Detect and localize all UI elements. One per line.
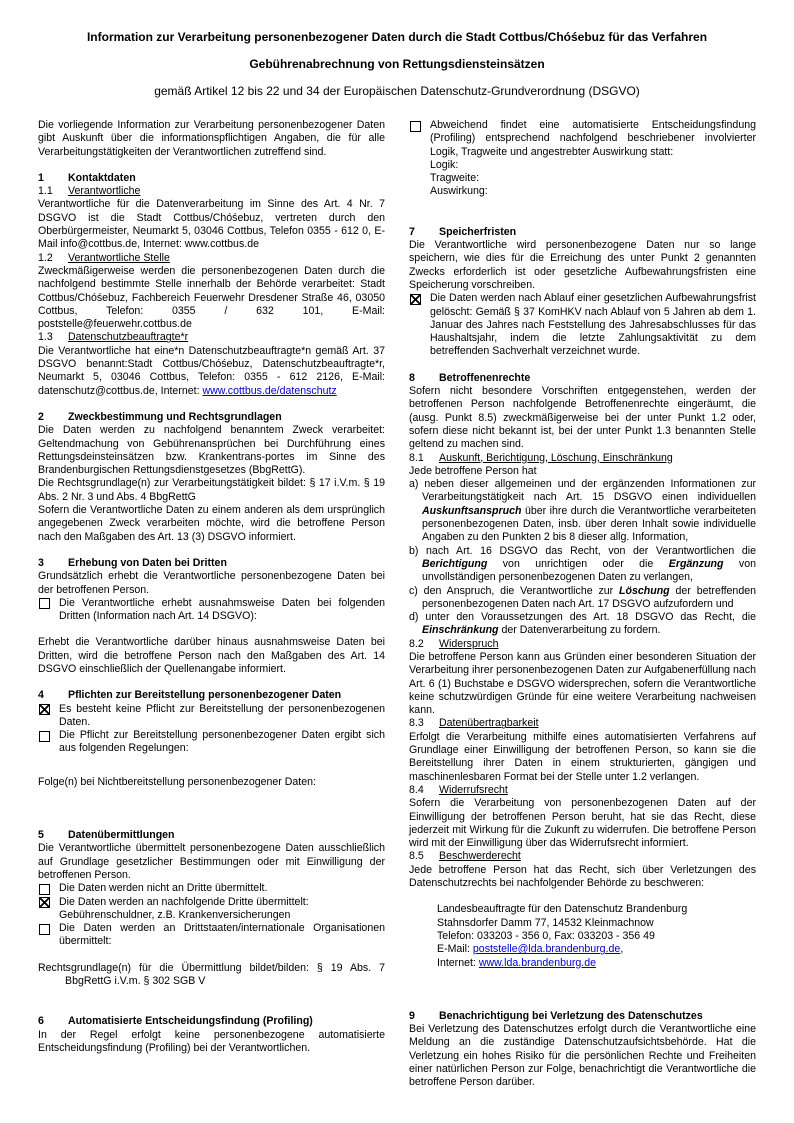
section-6-paragraph-1: In der Regel erfolgt keine personenbezogene automatisierte Entscheidungsfindung (Profiling) bei der Verantwortlichen. [38,1028,385,1054]
two-column-body [38,119,756,1090]
section-5-paragraph-1: Die Verantwortliche übermittelt personenbezogene Daten ausschließlich auf Grundlage gesetzlicher Bestimmungen oder mit Einwilligung der betroffenen Person. [38,842,385,881]
rights-list-item-b: b) nach Art. 16 DSGVO das Recht, von der Verantwortlichen die Berichtigung von unrichtigen oder die Ergänzung von unvollständigen personenbezogenen Daten zu verlangen, [409,544,756,584]
section-8-3-title: Datenübertragbarkeit [439,717,539,730]
section-1-3-number: 1.3 [38,331,53,344]
supervisory-authority-address [409,903,756,969]
section-8-3-number: 8.3 [409,717,424,730]
section-7-checkbox-row [409,292,756,358]
profiling-checkbox-row [409,119,756,199]
section-3-paragraph-1: Grundsätzlich erhebt die Verantwortliche personenbezogene Daten bei der betroffenen Person. [38,570,385,596]
section-7-heading [409,226,756,239]
section-5-heading [38,829,385,842]
section-8-4-number: 8.4 [409,783,424,796]
section-1-1-heading [38,185,385,198]
authority-internet-line: Internet: www.lda.brandenburg.de [437,956,597,969]
section-6-number: 6 [38,1015,44,1028]
section-1-3-text: Die Verantwortliche hat eine*n Datenschutzbeauftragte*n gemäß Art. 37 DSGVO benannt:Stadt Cottbus/Chóśebuz, Datenschutzbeauftragte*r, Neumarkt 5, 03046 Cottbus, Telefon: 0355 - 612 2126, E-Mail: datenschutz@cottbus.de, Internet: www.cottbus.de/datenschutz [38,344,385,397]
hyperlink[interactable]: poststelle@lda.brandenburg.de [472,943,621,956]
section-5-checkbox-2-label [59,896,385,923]
authority-email-line: E-Mail: poststelle@lda.brandenburg.de, [437,943,624,956]
section-3-heading [38,557,385,570]
section-8-3-heading [409,717,756,730]
section-4-heading [38,689,385,702]
section-4-checkbox-row-2 [38,729,385,756]
section-1-1-text: Verantwortliche für die Datenverarbeitung im Sinne des Art. 4 Nr. 7 DSGVO ist die Stadt Cottbus/Chóśebuz, vertreten durch den Oberbürgermeister, Neumarkt 5, 03046 Cottbus, Telefon 0355 - 612 0, E-Mail info@cottbus.de, Internet: www.cottbus.de [38,198,385,251]
checkbox-checked-icon [39,704,50,715]
rights-list-item-a: a) neben dieser allgemeinen und der ergänzenden Informationen zur Verarbeitungstätigkeit nach Art. 15 DSGVO einen individuellen Auskunftsanspruch über ihre durch die Verantwortliche verarbeiteten personenbezogenen Daten, insb. über deren Inhalt sowie individuelle Angaben zu den Punkten 2 bis 8 dieser allg. Information, [409,478,756,544]
section-5-checkbox-2-subtext: Gebührenschuldner, z.B. Krankenversicherungen [59,908,291,921]
section-5-number: 5 [38,829,44,842]
section-8-1-lead: Jede betroffene Person hat [409,464,537,477]
section-4-checkbox-2-label: Die Pflicht zur Bereitstellung personenbezogener Daten ergibt sich aus folgenden Regelungen: [59,729,385,755]
section-1-1-title: Verantwortliche [68,185,141,198]
section-8-5-heading [409,850,756,863]
section-4-checkbox-1-label: Es besteht keine Pflicht zur Bereitstellung der personenbezogenen Daten. [59,702,385,728]
section-5-checkbox-3-label: Die Daten werden an Drittstaaten/internationale Organisationen übermittelt: [59,922,385,948]
section-6-heading [38,1015,385,1028]
section-1-number: 1 [38,171,44,184]
document-title-line1: Information zur Verarbeitung personenbezogener Daten durch die Stadt Cottbus/Chóśebuz für das Verfahren [86,30,708,44]
hyperlink[interactable]: www.cottbus.de/datenschutz [202,384,337,397]
section-3-checkbox-row [38,597,385,624]
section-1-2-text: Zweckmäßigerweise werden die personenbezogenen Daten durch die nachfolgend bestimmte Stelle innerhalb der Behörde verarbeitet: Stadt Cottbus/Chóśebuz, Fachbereich Feuerwehr Dresdener Straße 46, 03050 Cottbus, Telefon: 0355 / 632 101, E-Mail: poststelle@feuerwehr.cottbus.de [38,264,385,331]
section-3-number: 3 [38,556,44,569]
section-2-number: 2 [38,410,44,423]
section-8-2-number: 8.2 [409,637,424,650]
section-8-4-heading [409,784,756,797]
section-8-4-paragraph: Sofern die Verarbeitung von personenbezogenen Daten auf der Einwilligung der betroffenen Person beruht, hat sie das Recht, diese jederzeit mit Wirkung für die Zukunft zu widerrufen. Die betroffene Person wird mit der Einwilligung über das Widerrufsrecht informiert. [409,797,756,850]
section-7-paragraph-1: Die Verantwortliche wird personenbezogene Daten nur so lange speichern, wie dies für die Erreichung des unter Punkt 2 genannten Zwecks erforderlich ist oder gesetzliche Aufbewahrungsfristen eine Speicherung vorschreiben. [409,239,756,291]
section-1-heading [38,172,385,185]
section-7-checkbox-label: Die Daten werden nach Ablauf einer gesetzlichen Aufbewahrungsfrist gelöscht: Gemäß § 37 KomHKV nach Ablauf von 5 Jahren ab dem 1. Januar des Jahres nach Feststellung des Jahresabschlusses für das Haushaltsjahr, indem die letzte Zahlungsaktivität zu dem betreffenden Sachverhalt verzeichnet wurde. [430,292,756,358]
section-1-2-heading [38,252,385,265]
checkbox-empty-icon [39,884,50,895]
authority-street: Stahnsdorfer Damm 77, 14532 Kleinmachnow [437,916,654,929]
section-8-2-paragraph: Die betroffene Person kann aus Gründen einer besonderen Situation der Verarbeitung ihrer personenbezogenen Daten zur Aufgabenerfüllung nach Art. 6 (1) Buchstabe e DSGVO widersprechen, sofern die Verantwortliche keine schutzwürdigen Gründe für eine weitere Verarbeitung nachweisen kann. [409,650,756,717]
section-8-1-heading [409,452,756,465]
section-4-checkbox-row-1 [38,703,385,730]
checkbox-checked-icon [39,897,50,908]
section-8-2-title: Widerspruch [439,637,499,650]
section-1-3-heading [38,331,385,344]
section-2-paragraph-2: Die Rechtsgrundlage(n) zur Verarbeitungstätigkeit bildet: § 17 i.V.m. § 19 Abs. 2 Nr. 3 und Abs. 4 BbgRettG [38,477,385,503]
section-8-1-number: 8.1 [409,451,424,464]
authority-name: Landesbeauftragte für den Datenschutz Brandenburg [437,903,688,916]
section-2-title: Zweckbestimmung und Rechtsgrundlagen [68,410,282,423]
section-5-checkbox-row-3 [38,922,385,949]
section-5-checkbox-row-2 [38,896,385,923]
section-8-5-paragraph: Jede betroffene Person hat das Recht, sich über Verletzungen des Datenschutzrechts bei nachfolgender Behörde zu beschweren: [409,863,756,890]
section-2-paragraph-1: Die Daten werden zu nachfolgend benanntem Zweck verarbeitet: Geltendmachung von Gebührenansprüchen bei Durchführung eines Rettungsdeinsteinsätzen bzw. Krankentrans-portes im Sinne des Brandenburgischen Rettungsdienstgesetzes (BbgRettG). [38,424,385,477]
checkbox-empty-icon [39,924,50,935]
section-3-paragraph-2: Erhebt die Verantwortliche darüber hinaus ausnahmsweise Daten bei Dritten, wird die betroffene Person nach den Maßgaben des Art. 14 DSGVO einschließlich der Quellenangabe informiert. [38,636,385,675]
section-5-checkbox-1-label: Die Daten werden nicht an Dritte übermittelt. [59,882,268,895]
section-1-title: Kontaktdaten [68,171,136,184]
section-1-3-title: Datenschutzbeauftragte*r [68,331,189,344]
rights-list-item-c: c) den Anspruch, die Verantwortliche zur Löschung der betreffenden personenbezogenen Daten nach Art. 17 DSGVO aufzufordern und [409,584,756,610]
profiling-checkbox-label [430,119,756,199]
section-8-title: Betroffenenrechte [439,371,531,384]
section-4-title: Pflichten zur Bereitstellung personenbezogener Daten [68,689,342,702]
section-1-2-number: 1.2 [38,251,53,264]
intro-paragraph: Die vorliegende Information zur Verarbeitung personenbezogener Daten gibt Auskunft über die informationspflichtigen Angaben, die für alle Verarbeitungstätigkeiten der Verantwortlichen zutreffend sind. [38,119,385,158]
rights-list-item-d: d) unter den Voraussetzungen des Art. 18 DSGVO das Recht, die Einschränkung der Datenverarbeitung zu fordern. [409,611,756,637]
checkbox-empty-icon [410,121,421,132]
left-column [38,119,385,1090]
section-9-number: 9 [409,1009,415,1022]
section-5-checkbox-2-text: Die Daten werden an nachfolgende Dritte übermittelt: [59,895,309,908]
section-8-2-heading [409,638,756,651]
right-column [409,119,756,1090]
section-1-2-title: Verantwortliche Stelle [68,251,170,264]
profiling-auswirkung-label: Auswirkung: [430,185,488,198]
checkbox-empty-icon [39,731,50,742]
checkbox-checked-icon [410,294,421,305]
section-6-title: Automatisierte Entscheidungsfindung (Profiling) [68,1015,313,1028]
section-2-heading [38,411,385,424]
section-9-paragraph: Bei Verletzung des Datenschutzes erfolgt durch die Verantwortliche eine Meldung an die zuständige Datenschutzaufsichtsbehörde. Hat die Verletzung ein hohes Risiko für die persönlichen Rechte und Freiheiten einer natürlichen Person zur Folge, benachrichtigt die Verantwortliche die betroffene Person darüber. [409,1023,756,1089]
section-8-number: 8 [409,371,415,384]
document-subtitle: gemäß Artikel 12 bis 22 und 34 der Europäischen Datenschutz-Grundverordnung (DSGVO) [154,84,640,98]
profiling-tragweite-label: Tragweite: [430,172,480,185]
section-5-legal-basis: Rechtsgrundlage(n) für die Übermittlung bildet/bilden: § 19 Abs. 7 BbgRettG i.V.m. § 302 SGB V [38,961,385,988]
section-8-1-title: Auskunft, Berichtigung, Löschung, Einschränkung [439,451,673,464]
section-8-5-number: 8.5 [409,850,424,863]
section-8-heading [409,372,756,385]
section-3-title: Erhebung von Daten bei Dritten [68,556,227,569]
section-5-checkbox-row-1 [38,882,385,895]
profiling-checkbox-text: Abweichend findet eine automatisierte Entscheidungsfindung (Profiling) entsprechend nachfolgend beschriebener involvierter Logik, Tragweite und angestrebter Auswirkung statt: [430,119,756,158]
section-5-title: Datenübermittlungen [68,829,175,842]
section-3-checkbox-label: Die Verantwortliche erhebt ausnahmsweise Daten bei folgenden Dritten (Information nach Art. 14 DSGVO): [59,596,385,623]
document-title-block [38,30,756,98]
section-8-4-title: Widerrufsrecht [439,783,508,796]
authority-phone-fax: Telefon: 033203 - 356 0, Fax: 033203 - 356 49 [437,929,655,942]
checkbox-empty-icon [39,598,50,609]
section-2-paragraph-3: Sofern die Verantwortliche Daten zu einem anderen als dem ursprünglich angegebenen Zweck verarbeiten möchte, wird die betroffene Person nach den Maßgaben des Art. 13 (3) DSGVO informiert. [38,504,385,543]
section-8-3-paragraph: Erfolgt die Verarbeitung mithilfe eines automatisierten Verfahrens auf Grundlage einer Einwilligung der betroffenen Person, so kann sie die Bereitstellung ihrer Daten in einem strukturierten, gängigen und maschinenlesbaren Format bei der Stelle unter 1.2 verlangen. [409,730,756,783]
section-4-consequences-label: Folge(n) bei Nichtbereitstellung personenbezogener Daten: [38,775,316,788]
hyperlink[interactable]: www.lda.brandenburg.de [478,956,597,969]
section-8-5-title: Beschwerderecht [439,850,521,863]
document-title-line2: Gebührenabrechnung von Rettungsdiensteinsätzen [249,57,545,71]
section-1-1-number: 1.1 [38,185,53,198]
section-8-paragraph-1: Sofern nicht besondere Vorschriften entgegenstehen, werden der betroffenen Person nachfolgende Betroffenenrechte eingeräumt, die (ausg. Punkt 8.5) zweckmäßigerweise bei der unter Punkt 1.2 oder, sofern diese nicht bekannt ist, bei der unter Punkt 1.3 benannten Stelle geltend zu machen sind. [409,385,756,451]
section-9-heading [409,1010,756,1023]
profiling-logik-label: Logik: [430,158,459,171]
section-9-title: Benachrichtigung bei Verletzung des Datenschutzes [439,1009,703,1022]
section-4-number: 4 [38,689,44,702]
section-7-title: Speicherfristen [439,225,517,238]
section-7-number: 7 [409,225,415,238]
